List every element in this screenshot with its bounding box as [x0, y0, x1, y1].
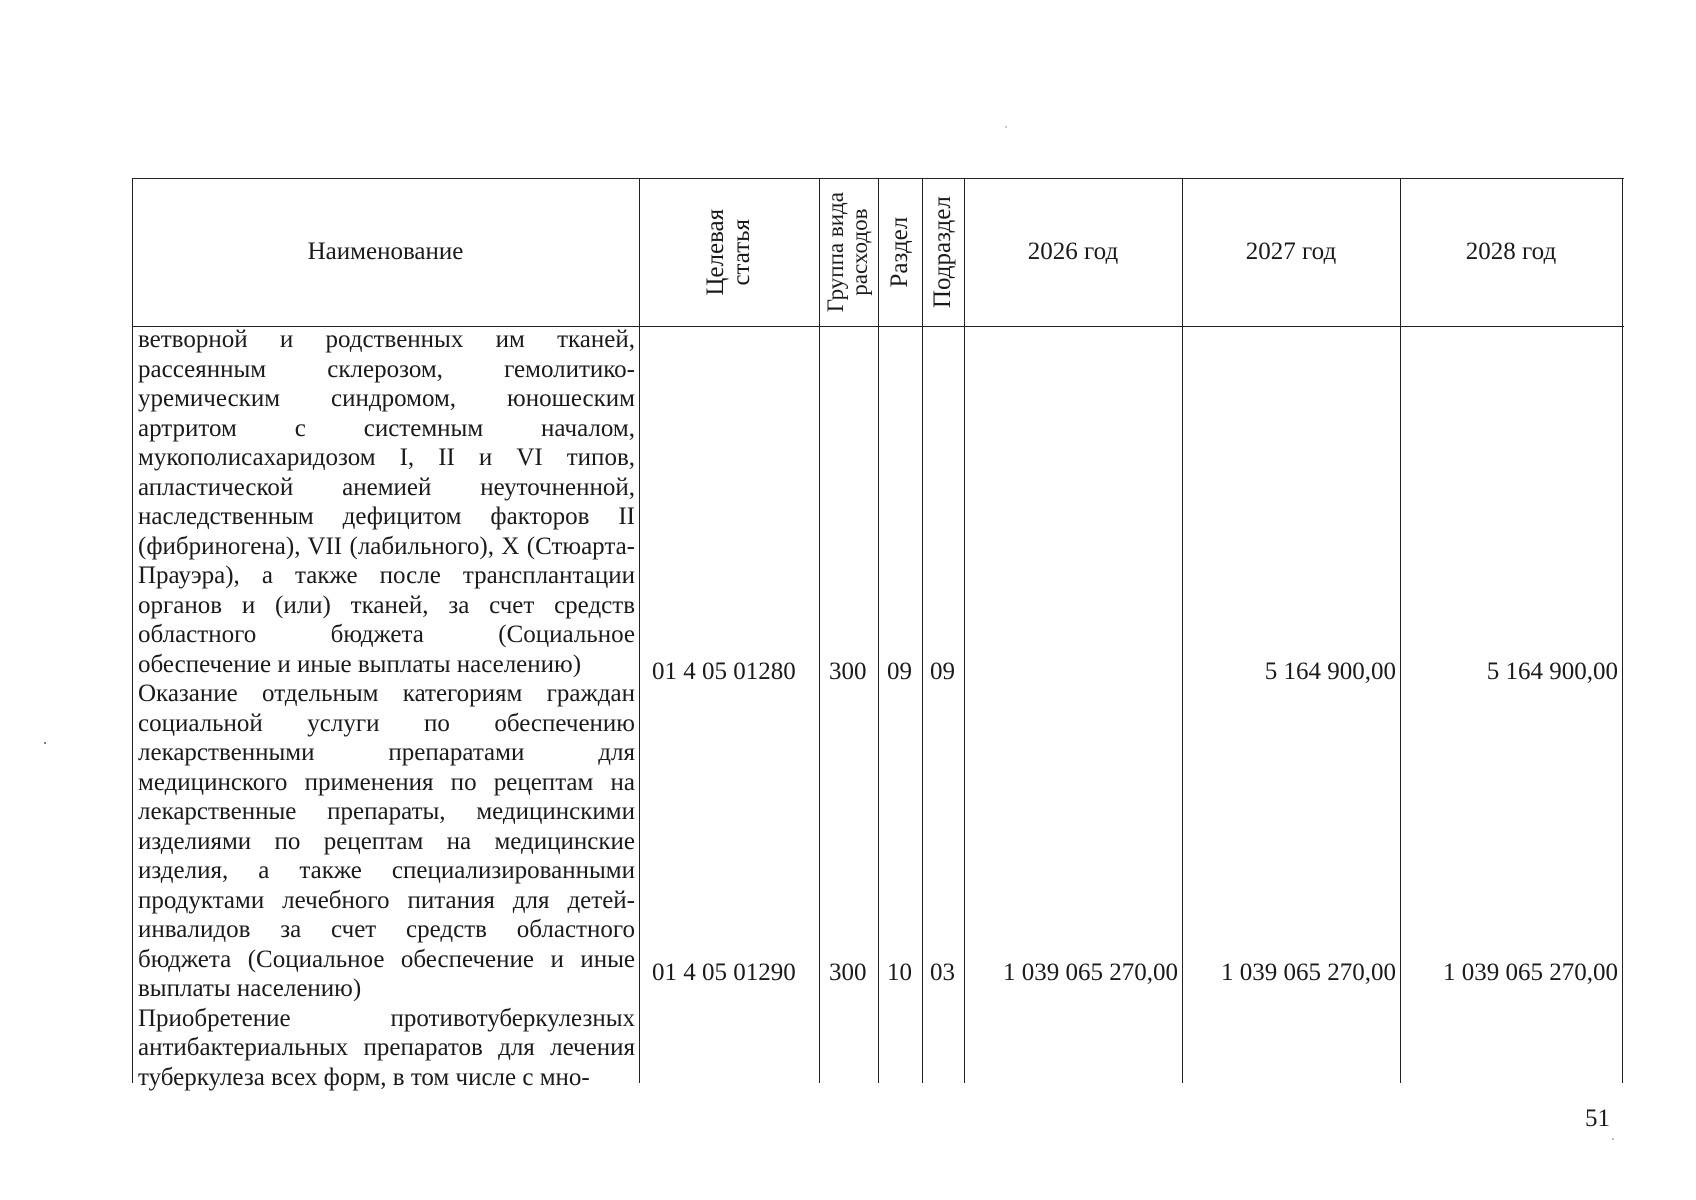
header-target-article	[639, 178, 819, 326]
row-2-2027: 1 039 065 270,00	[1221, 959, 1396, 986]
header-subsection-label: Подраздел	[928, 196, 956, 308]
row-1-section: 09	[887, 658, 912, 685]
header-2028-label: 2028 год	[1465, 237, 1557, 265]
header-expense-group-line1: Группа вида	[823, 191, 849, 313]
header-name	[132, 178, 639, 326]
header-target-article-line1: Целевая	[701, 208, 729, 296]
scan-speck	[44, 742, 46, 744]
row-2-2026: 1 039 065 270,00	[1003, 959, 1178, 986]
row-3-description: Приобретение противотуберкулезных антибактериальных препаратов для лечения туберкулеза всех форм, в том числе с мно-	[138, 1004, 635, 1091]
header-expense-group	[819, 178, 878, 326]
row-1-target-article: 01 4 05 01280	[652, 658, 796, 685]
header-expense-group-line2: расходов	[847, 208, 873, 296]
row-1-description: ветворной и родственных им тканей, рассеянным склерозом, гемолитико-уремическим синдромом, юношеским артритом с системным началом, мукополисахаридозом I, II и VI типов, апластической анемией неуточненной, наследственным дефицитом факторов II (фибриногена), VII (лабильного), X (Стюарта-Прауэра), а также после трансплантации органов и (или) тканей, за счет средств областного бюджета (Социальное обеспечение и иные выплаты населению)	[138, 326, 635, 678]
header-2026-label: 2026 год	[1027, 237, 1119, 265]
header-target-article-line2: статья	[727, 218, 755, 286]
row-2-description: Оказание отдельным категориям граждан социальной услуги по обеспечению лекарственными препаратами для медицинского применения по рецептам на лекарственные препараты, медицинскими изделиями по рецептам на медицинские изделия, а также специализированными продуктами лечебного питания для детей-инвалидов за счет средств областного бюджета (Социальное обеспечение и иные выплаты населению)	[138, 680, 635, 1002]
row-1-2028: 5 164 900,00	[1486, 658, 1618, 685]
row-2-section: 10	[887, 959, 912, 986]
header-2028	[1400, 178, 1622, 326]
header-2027	[1182, 178, 1400, 326]
col-border	[1622, 178, 1623, 1083]
description-column	[138, 325, 635, 1092]
budget-table	[132, 178, 1624, 1091]
header-name-label: Наименование	[307, 237, 464, 265]
scan-speck	[1005, 126, 1007, 128]
row-1-2027: 5 164 900,00	[1264, 658, 1396, 685]
row-1-subsection: 09	[930, 658, 955, 685]
row-2-target-article: 01 4 05 01290	[652, 959, 796, 986]
header-subsection	[922, 178, 964, 326]
header-2026	[964, 178, 1182, 326]
scan-speck	[1612, 1138, 1614, 1140]
header-section-label: Раздел	[885, 216, 913, 288]
row-2-subsection: 03	[930, 959, 955, 986]
row-2-expense-group: 300	[829, 959, 867, 986]
row-2-2028: 1 039 065 270,00	[1443, 959, 1618, 986]
header-section	[878, 178, 922, 326]
header-2027-label: 2027 год	[1245, 237, 1337, 265]
row-1-expense-group: 300	[829, 658, 867, 685]
page-number: 51	[1585, 1105, 1610, 1132]
